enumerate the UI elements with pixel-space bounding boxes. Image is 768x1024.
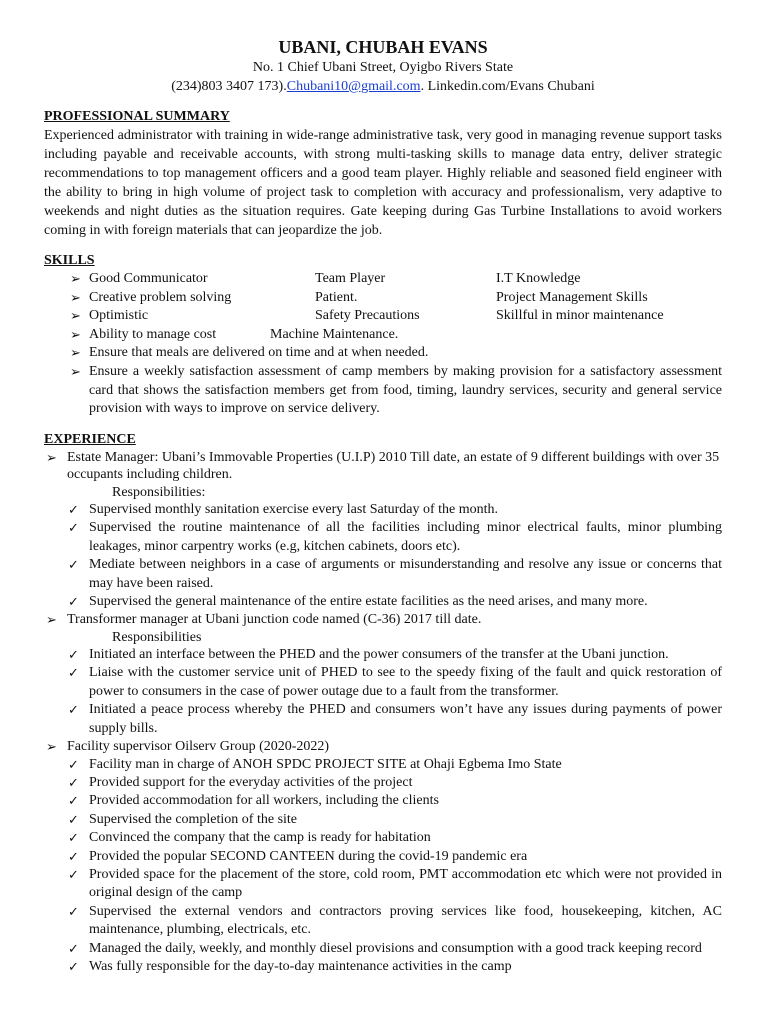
skill-item: Patient. (315, 289, 358, 305)
experience-heading: EXPERIENCE (44, 431, 136, 447)
arrowhead-icon: ➢ (46, 449, 57, 465)
checkmark-icon: ✓ (68, 903, 79, 919)
list-item: ✓ Was fully responsible for the day-to-day maintenance activities in the camp (44, 958, 722, 976)
skills-row (44, 307, 722, 326)
skills-row (44, 344, 722, 363)
list-item: ✓ Facility man in charge of ANOH SPDC PROJECT SITE at Ohaji Egbema Imo State (44, 756, 722, 774)
checkmark-icon: ✓ (68, 959, 79, 975)
list-item: ✓ Mediate between neighbors in a case of arguments or misunderstanding and resolve any issue or concerns that may have been raised. (68, 557, 722, 591)
list-item: ✓ Initiated an interface between the PHED and the power consumers of the transfer at the Ubani junction. (44, 646, 722, 664)
arrowhead-icon: ➢ (46, 739, 57, 754)
skills-row (44, 270, 722, 289)
resume-page (44, 36, 722, 976)
list-item: ✓ Provided accommodation for all workers, including the clients (44, 792, 722, 810)
arrowhead-icon: ➢ (70, 345, 81, 361)
list-item: ✓ Supervised the general maintenance of the entire estate facilities as the need arises, and many more. (44, 593, 722, 611)
checkmark-icon: ✓ (68, 593, 79, 609)
checkmark-icon: ✓ (68, 830, 79, 846)
list-item: ✓ Provided the popular SECOND CANTEEN during the covid-19 pandemic era (44, 848, 722, 866)
job-title: ➢ Estate Manager: Ubani’s Immovable Properties (U.I.P) 2010 Till date, an estate of 9 different buildings with over 35 occupants including children. (46, 449, 720, 483)
checkmark-icon: ✓ (68, 811, 79, 827)
skill-item: Team Player (315, 271, 386, 286)
skill-item: Good Communicator (89, 271, 208, 286)
checkmark-icon: ✓ (68, 646, 79, 662)
skill-item: Project Management Skills (496, 289, 648, 305)
candidate-name: UBANI, CHUBAH EVANS (278, 37, 488, 57)
skill-item: Skillful in minor maintenance (496, 308, 664, 324)
skill-item: Safety Precautions (315, 308, 420, 324)
arrowhead-icon: ➢ (70, 308, 81, 324)
job-title: ➢ Facility supervisor Oilserv Group (2020-2022) (46, 739, 330, 754)
responsibilities-label: Responsibilities: (112, 484, 206, 500)
responsibilities-label: Responsibilities (112, 629, 202, 645)
list-item: ✓ Convinced the company that the camp is ready for habitation (44, 829, 722, 847)
checkmark-icon: ✓ (68, 702, 79, 718)
skills-row (44, 289, 722, 308)
arrowhead-icon: ➢ (46, 612, 57, 628)
phone-number: (234)803 3407 173). (171, 79, 287, 94)
skills-row (44, 363, 722, 419)
list-item: ✓ Supervised the external vendors and contractors proving services like food, housekeeping, kitchen, AC maintenance, plumbing, electricals, etc. (68, 903, 722, 938)
skill-item: Creative problem solving (89, 289, 232, 305)
list-item: ✓ Supervised monthly sanitation exercise every last Saturday of the month. (44, 501, 722, 519)
checkmark-icon: ✓ (68, 501, 79, 517)
list-item: ✓ Liaise with the customer service unit of PHED to see to the speedy fixing of the fault and quick restoration of power to consumers in the case of power outage due to a fault from the transformer. (68, 665, 722, 699)
job-title: ➢ Transformer manager at Ubani junction code named (C-36) 2017 till date. (46, 612, 482, 628)
checkmark-icon: ✓ (68, 848, 79, 864)
skill-item: Ensure that meals are delivered on time and at when needed. (89, 345, 429, 361)
list-item: ✓ Supervised the completion of the site (44, 811, 722, 829)
checkmark-icon: ✓ (68, 557, 79, 573)
skills-row (44, 326, 722, 345)
skill-item: Ability to manage cost (89, 326, 217, 342)
list-item: ✓ Initiated a peace process whereby the PHED and consumers won’t have any issues during payments of power supply bills. (68, 702, 722, 736)
email-link[interactable]: Chubani10@gmail.com (286, 79, 421, 94)
checkmark-icon: ✓ (68, 793, 79, 809)
arrowhead-icon: ➢ (70, 289, 81, 305)
checkmark-icon: ✓ (68, 665, 79, 681)
address-line: No. 1 Chief Ubani Street, Oyigbo Rivers State (252, 60, 514, 75)
skills-list (44, 270, 722, 419)
skills-heading: SKILLS (44, 253, 95, 268)
arrowhead-icon: ➢ (70, 271, 81, 286)
skill-item: Machine Maintenance. (270, 326, 399, 342)
checkmark-icon: ✓ (68, 867, 79, 883)
skill-item: I.T Knowledge (496, 271, 581, 286)
summary-heading: PROFESSIONAL SUMMARY (44, 109, 230, 124)
linkedin-text: . Linkedin.com/Evans Chubani (420, 79, 595, 94)
list-item: ✓ Supervised the routine maintenance of all the facilities including minor electrical faults, minor plumbing leakages, minor carpentry works (e.g, kitchen cabinets, doors etc). (68, 520, 722, 554)
checkmark-icon: ✓ (68, 775, 79, 790)
arrowhead-icon: ➢ (70, 363, 81, 379)
list-item: ✓ Provided space for the placement of the store, cold room, PMT accommodation etc which were not provided in original design of the camp (68, 867, 722, 901)
list-item: ✓ Provided support for the everyday activities of the project (44, 774, 722, 792)
skill-item: Ensure a weekly satisfaction assessment of camp members by making provision for a satisfactory assessment card that shows the satisfaction members get from food, timing, laundry services, security and general service provision with ways to improve on service delivery. (89, 363, 722, 417)
checkmark-icon: ✓ (68, 940, 79, 956)
list-item: ✓ Managed the daily, weekly, and monthly diesel provisions and consumption with a good track keeping record (44, 940, 722, 958)
arrowhead-icon: ➢ (70, 326, 81, 342)
checkmark-icon: ✓ (68, 756, 79, 772)
skill-item: Optimistic (89, 308, 149, 324)
summary-text: Experienced administrator with training in wide-range administrative task, very good in managing revenue support tasks including payable and receivable accounts, with strong multi-tasking skills to manage data entry, deliver strategic recommendations to top management officers and a good team player. Highly reliable and seasoned field engineer with the ability to bring in high volume of project task to completion with accuracy and professionalism, very adaptive to weekends and night duties as the situation requires. Gate keeping during Gas Turbine Installations to avoid workers coming in with foreign materials that can jeopardize the job. (44, 128, 722, 238)
checkmark-icon: ✓ (68, 520, 79, 536)
contact-line (44, 77, 722, 96)
